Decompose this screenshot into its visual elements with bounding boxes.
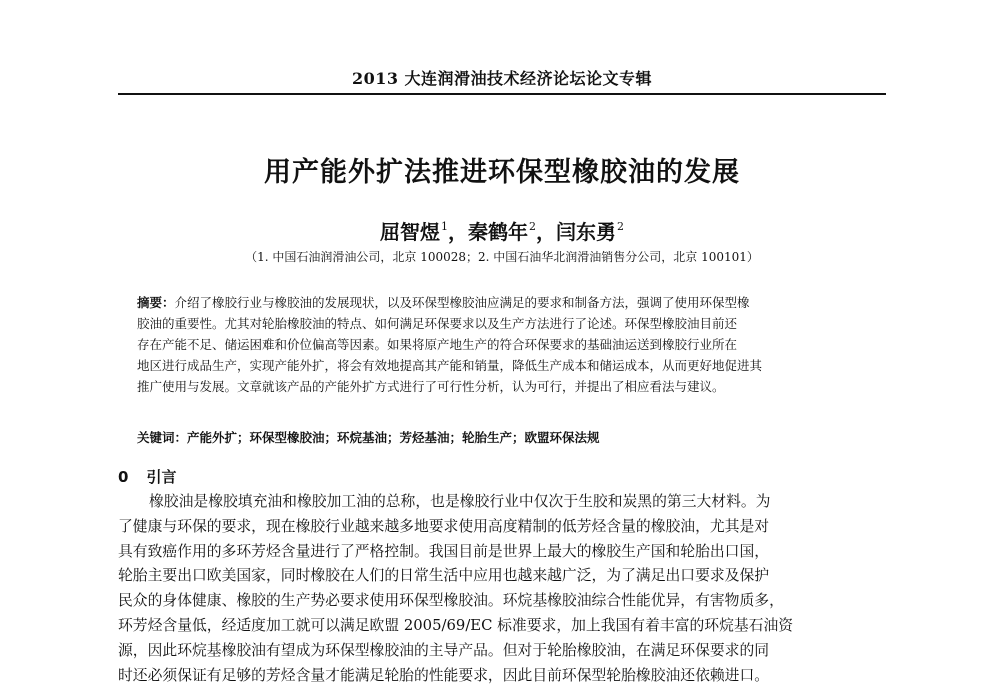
abstract-line: 地区进行成品生产，实现产能外扩，将会有效地提高其产能和销量，降低生产成本和储运成本，从而更好地促进其	[137, 358, 763, 373]
body-line: 具有致癌作用的多环芳烃含量进行了严格控制。我国目前是世界上最大的橡胶生产国和轮胎出口国，	[118, 542, 770, 560]
keywords-text: 产能外扩；环保型橡胶油；环烷基油；芳烃基油；轮胎生产；欧盟环保法规	[187, 430, 600, 445]
author-separator: ，	[448, 220, 468, 244]
section-title: 引言	[146, 468, 177, 486]
body-line: 时还必须保证有足够的芳烃含量才能满足轮胎的性能要求，因此目前环保型轮胎橡胶油还依赖进口。	[118, 666, 770, 684]
author-affil-mark: 2	[617, 220, 624, 233]
body-text	[118, 490, 886, 684]
body-line: 源，因此环烷基橡胶油有望成为环保型橡胶油的主导产品。但对于轮胎橡胶油，在满足环保要求的同	[118, 641, 770, 659]
section-heading	[118, 466, 176, 487]
body-line: 橡胶油是橡胶填充油和橡胶加工油的总称，也是橡胶行业中仅次于生胶和炭黑的第三大材料。为	[149, 493, 771, 510]
body-line: 了健康与环保的要求，现在橡胶行业越来越多地要求使用高度精制的低芳烃含量的橡胶油，尤其是对	[118, 517, 770, 535]
affiliation: （1. 中国石油润滑油公司，北京 100028；2. 中国石油华北润滑油销售分公司，北京 100101）	[245, 250, 759, 264]
author-affil-mark: 1	[441, 220, 448, 233]
keywords-label: 关键词：	[137, 430, 188, 445]
abstract-line: 介绍了橡胶行业与橡胶油的发展现状，以及环保型橡胶油应满足的要求和制备方法，强调了使用环保型橡	[174, 295, 750, 310]
body-line: 轮胎主要出口欧美国家，同时橡胶在人们的日常生活中应用也越来越广泛，为了满足出口要求及保护	[118, 567, 770, 585]
author-affil-mark: 2	[529, 220, 536, 233]
abstract-line: 胶油的重要性。尤其对轮胎橡胶油的特点、如何满足环保要求以及生产方法进行了论述。环保型橡胶油目前还	[137, 316, 738, 331]
body-line: 环芳烃含量低，经适度加工就可以满足欧盟 2005/69/EC 标准要求，加上我国有着丰富的环烷基石油资	[118, 616, 794, 634]
body-line: 民众的身体健康、橡胶的生产势必要求使用环保型橡胶油。环烷基橡胶油综合性能优异，有害物质多，	[118, 592, 784, 610]
section-number: 0	[118, 468, 129, 486]
author-list	[118, 216, 886, 245]
abstract-label: 摘要：	[137, 295, 175, 310]
abstract	[137, 292, 869, 397]
abstract-line: 存在产能不足、储运困难和价位偏高等因素。如果将原产地生产的符合环保要求的基础油运送到橡胶行业所在	[137, 337, 738, 352]
running-header: 2013 大连润滑油技术经济论坛论文专辑	[351, 69, 653, 88]
keywords	[137, 428, 869, 446]
abstract-line: 推广使用与发展。文章就该产品的产能外扩方式进行了可行性分析，认为可行，并提出了相应看法与建议。	[137, 379, 725, 394]
author-name: 秦鹤年	[468, 220, 528, 244]
paper-title: 用产能外扩法推进环保型橡胶油的发展	[264, 157, 740, 188]
author-separator: ，	[536, 220, 556, 244]
author-name: 屈智煜	[380, 220, 440, 244]
author-name: 闫东勇	[556, 220, 616, 244]
header-rule	[118, 93, 886, 95]
